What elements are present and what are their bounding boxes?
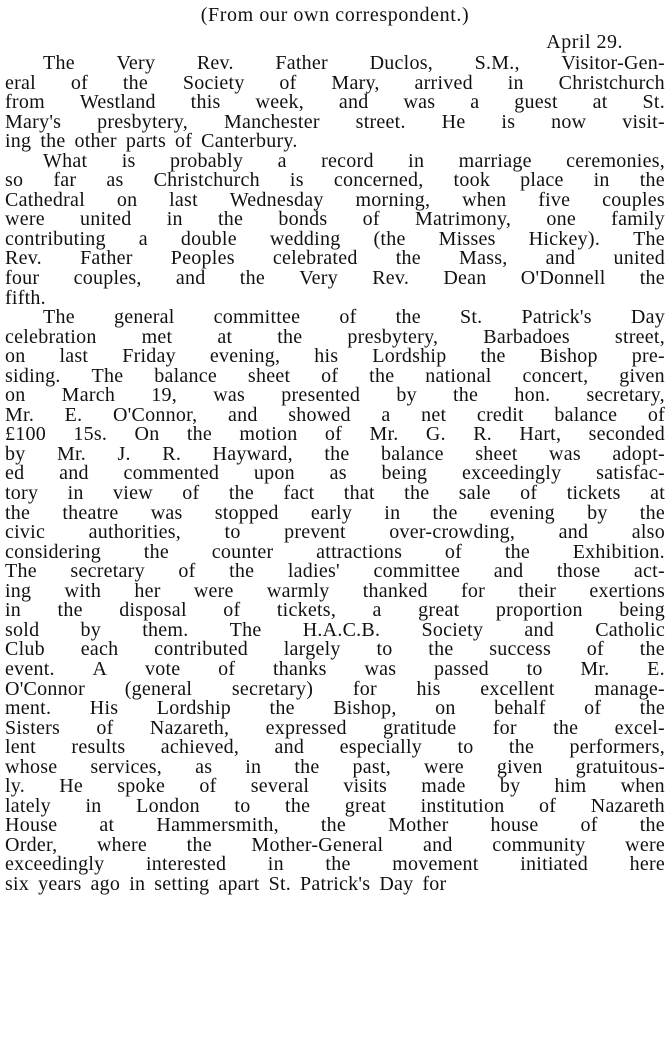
text-line: celebration met at the presbytery, Barbadoes street, <box>5 325 665 348</box>
text-line: civic authorities, to prevent over-crowding, and also <box>5 521 665 544</box>
article-body <box>5 54 665 895</box>
text-line: four couples, and the Very Rev. Dean O'Donnell the <box>5 267 665 290</box>
text-line: ed and commented upon as being exceedingly satisfac- <box>5 462 665 485</box>
text-line: Mary's presbytery, Manchester street. He is now visit- <box>5 110 665 133</box>
text-line: lately in London to the great institution of Nazareth <box>5 794 665 817</box>
text-line: eral of the Society of Mary, arrived in Christchurch <box>5 71 665 94</box>
newspaper-column <box>5 3 665 1047</box>
text-line: by Mr. J. R. Hayward, the balance sheet was adopt- <box>5 442 665 465</box>
text-line: considering the counter attractions of the Exhibition. <box>5 540 665 563</box>
text-line: the theatre was stopped early in the evening by the <box>5 501 665 524</box>
text-line: Order, where the Mother-General and community were <box>5 833 665 856</box>
text-line: from Westland this week, and was a guest at St. <box>5 91 665 114</box>
text-line: on March 19, was presented by the hon. secretary, <box>5 384 665 407</box>
text-line: The general committee of the St. Patrick's Day <box>43 306 665 329</box>
text-line: The secretary of the ladies' committee and those act- <box>5 560 665 583</box>
paragraph <box>5 54 665 152</box>
text-line: ing with her were warmly thanked for their exertions <box>5 579 665 602</box>
text-line: so far as Christchurch is concerned, took place in the <box>5 169 665 192</box>
text-line: Sisters of Nazareth, expressed gratitude for the excel- <box>5 716 665 739</box>
text-line: £100 15s. On the motion of Mr. G. R. Hart, seconded <box>5 423 665 446</box>
text-line: siding. The balance sheet of the national concert, given <box>5 364 665 387</box>
text-line: fifth. <box>5 286 46 309</box>
text-line: tory in view of the fact that the sale of tickets at <box>5 482 665 505</box>
text-line: lent results achieved, and especially to the performers, <box>5 736 665 759</box>
text-line: six years ago in setting apart St. Patrick's Day for <box>5 872 447 895</box>
text-line: ing the other parts of Canterbury. <box>5 130 298 153</box>
text-line: Rev. Father Peoples celebrated the Mass, and united <box>5 247 665 270</box>
correspondent-line: (From our own correspondent.) <box>200 4 470 26</box>
text-line: House at Hammersmith, the Mother house of the <box>5 814 665 837</box>
text-line: were united in the bonds of Matrimony, one family <box>5 208 665 231</box>
text-line: ly. He spoke of several visits made by him when <box>5 775 665 798</box>
text-line: Club each contributed largely to the success of the <box>5 638 665 661</box>
text-line: Cathedral on last Wednesday morning, when five couples <box>5 188 665 211</box>
date-line: April 29. <box>546 31 623 53</box>
text-line: exceedingly interested in the movement initiated here <box>5 853 665 876</box>
text-line: What is probably a record in marriage ceremonies, <box>43 149 665 172</box>
text-line: O'Connor (general secretary) for his excellent manage- <box>5 677 665 700</box>
text-line: contributing a double wedding (the Misses Hickey). The <box>5 227 665 250</box>
paragraph <box>5 149 665 309</box>
text-line: sold by them. The H.A.C.B. Society and Catholic <box>5 618 665 641</box>
paragraph <box>5 308 665 894</box>
text-line: The Very Rev. Father Duclos, S.M., Visitor-Gen- <box>43 52 665 74</box>
text-line: ment. His Lordship the Bishop, on behalf of the <box>5 697 665 720</box>
text-line: event. A vote of thanks was passed to Mr. E. <box>5 657 665 680</box>
text-line: in the disposal of tickets, a great proportion being <box>5 599 665 622</box>
text-line: Mr. E. O'Connor, and showed a net credit balance of <box>5 403 665 426</box>
text-line: whose services, as in the past, were given gratuitous- <box>5 755 665 778</box>
text-line: on last Friday evening, his Lordship the Bishop pre- <box>5 345 665 368</box>
